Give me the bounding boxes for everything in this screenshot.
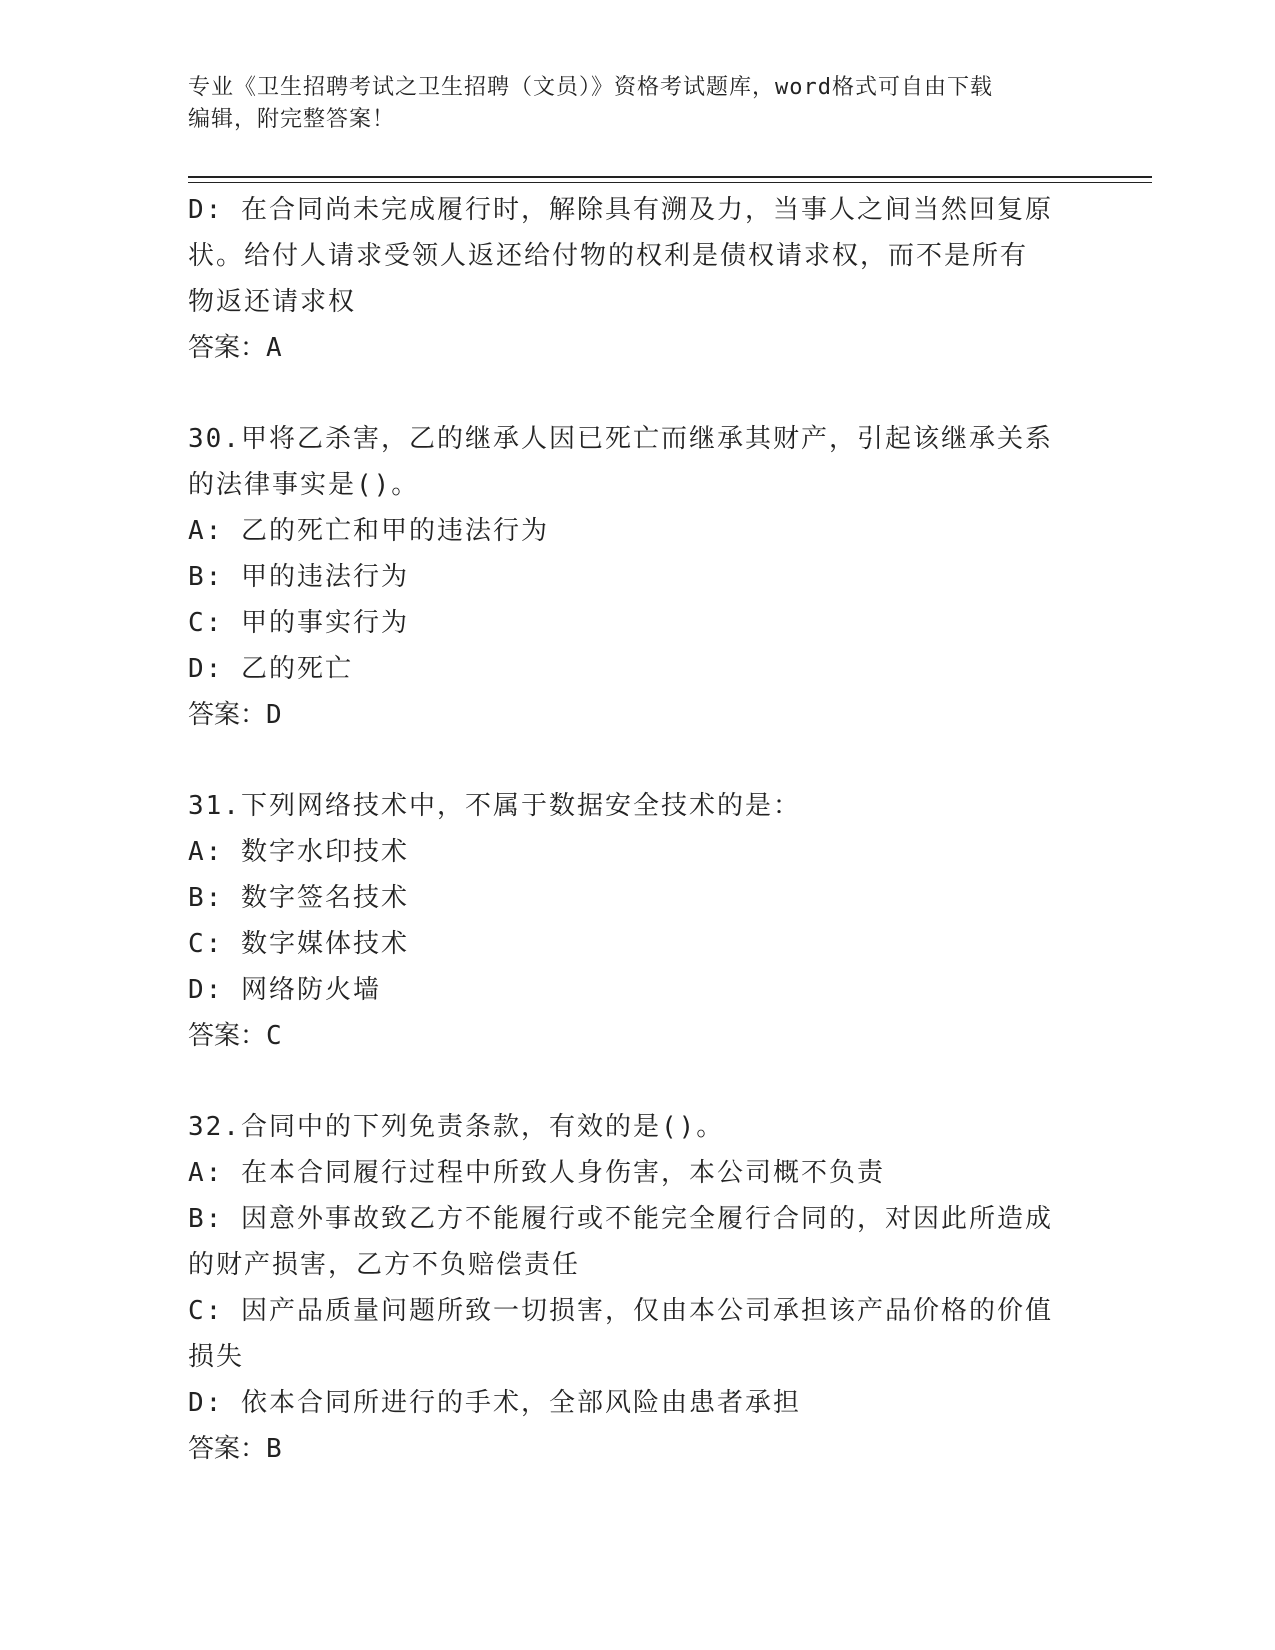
option-d: D: 乙的死亡 — [188, 654, 353, 684]
option-a: A: 乙的死亡和甲的违法行为 — [188, 516, 549, 546]
option-b: B: 因意外事故致乙方不能履行或不能完全履行合同的，对因此所造成 — [188, 1204, 1053, 1234]
option-b: B: 数字签名技术 — [188, 883, 409, 913]
option-d: D: 依本合同所进行的手术，全部风险由患者承担 — [188, 1388, 801, 1418]
option-d: D: 网络防火墙 — [188, 975, 381, 1005]
answer-line: 答案：A — [188, 333, 282, 363]
answer-line: 答案：B — [188, 1434, 282, 1464]
answer-line: 答案：D — [188, 700, 282, 730]
option-b: B: 甲的违法行为 — [188, 562, 409, 592]
option-c-continued: 损失 — [188, 1342, 245, 1372]
question-stem: 的法律事实是()。 — [188, 470, 420, 500]
option-c: C: 甲的事实行为 — [188, 608, 409, 638]
option-c: C: 因产品质量问题所致一切损害，仅由本公司承担该产品价格的价值 — [188, 1296, 1053, 1326]
header-divider-thin — [188, 182, 1152, 183]
option-a: A: 在本合同履行过程中所致人身伤害，本公司概不负责 — [188, 1158, 885, 1188]
option-line: 物返还请求权 — [188, 287, 357, 317]
question-stem: 32.合同中的下列免责条款，有效的是()。 — [188, 1112, 725, 1142]
option-line: 状。给付人请求受领人返还给付物的权利是债权请求权，而不是所有 — [188, 241, 1029, 271]
header-line: 编辑，附完整答案！ — [188, 107, 396, 132]
question-30 — [188, 416, 1088, 738]
answer-line: 答案：C — [188, 1021, 282, 1051]
question-stem: 30.甲将乙杀害，乙的继承人因已死亡而继承其财产，引起该继承关系 — [188, 424, 1053, 454]
document-header — [188, 72, 1068, 136]
option-b-continued: 的财产损害，乙方不负赔偿责任 — [188, 1250, 581, 1280]
header-line: 专业《卫生招聘考试之卫生招聘（文员）》资格考试题库，word格式可自由下载 — [188, 75, 993, 100]
header-divider — [188, 176, 1152, 178]
question-32 — [188, 1104, 1088, 1472]
option-c: C: 数字媒体技术 — [188, 929, 409, 959]
previous-question — [188, 187, 1088, 371]
question-stem: 31.下列网络技术中，不属于数据安全技术的是： — [188, 791, 801, 821]
option-line: D: 在合同尚未完成履行时，解除具有溯及力，当事人之间当然回复原 — [188, 195, 1053, 225]
question-list — [188, 187, 1088, 1472]
question-31 — [188, 783, 1088, 1059]
option-a: A: 数字水印技术 — [188, 837, 409, 867]
